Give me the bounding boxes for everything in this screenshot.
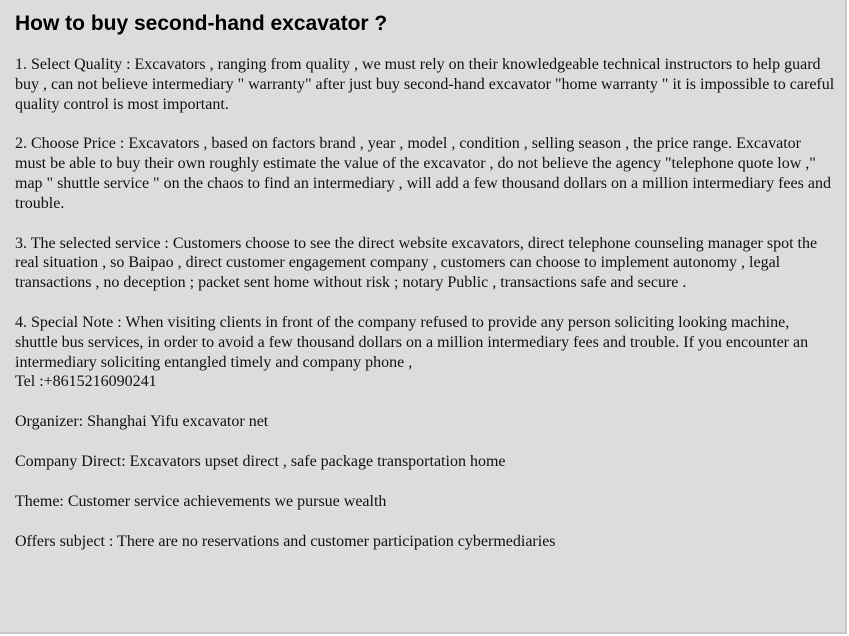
theme-line: Theme: Customer service achievements we pursue wealth <box>15 492 387 510</box>
page-title: How to buy second-hand excavator ? <box>15 12 388 35</box>
company-direct-line: Company Direct: Excavators upset direct , safe package transportation home <box>15 452 506 470</box>
paragraph-choose-price: 2. Choose Price : Excavators , based on factors brand , year , model , condition , selling season , the price range. Excavator must be able to buy their own roughly estimate the value of the excavator , do not believe the agency "telephone quote low ," map " shuttle service " on the chaos to find an intermediary , will add a few thousand dollars on a million intermediary fees and trouble. <box>15 135 831 212</box>
paragraph-selected-service: 3. The selected service : Customers choose to see the direct website excavators, direct telephone counseling manager spot the real situation , so Baipao , direct customer engagement company , customers can choose to implement autonomy , legal transactions , no deception ; packet sent home without risk ; notary Public , transactions safe and secure . <box>15 234 818 292</box>
telephone-line: Tel :+8615216090241 <box>15 373 157 391</box>
paragraph-special-note: 4. Special Note : When visiting clients in front of the company refused to provide any person soliciting looking machine, shuttle bus services, in order to avoid a few thousand dollars on a million intermediary fees and trouble. If you encounter an intermediary soliciting entangled timely and company phone , <box>15 313 809 371</box>
offers-subject-line: Offers subject : There are no reservations and customer participation cybermediaries <box>15 532 556 550</box>
paragraph-select-quality: 1. Select Quality : Excavators , ranging from quality , we must rely on their knowledgeable technical instructors to help guard buy , can not believe intermediary " warranty" after just buy second-hand excavator "home warranty " it is impossible to careful quality control is most important. <box>15 56 835 113</box>
article <box>15 10 835 551</box>
organizer-line: Organizer: Shanghai Yifu excavator net <box>15 413 269 431</box>
